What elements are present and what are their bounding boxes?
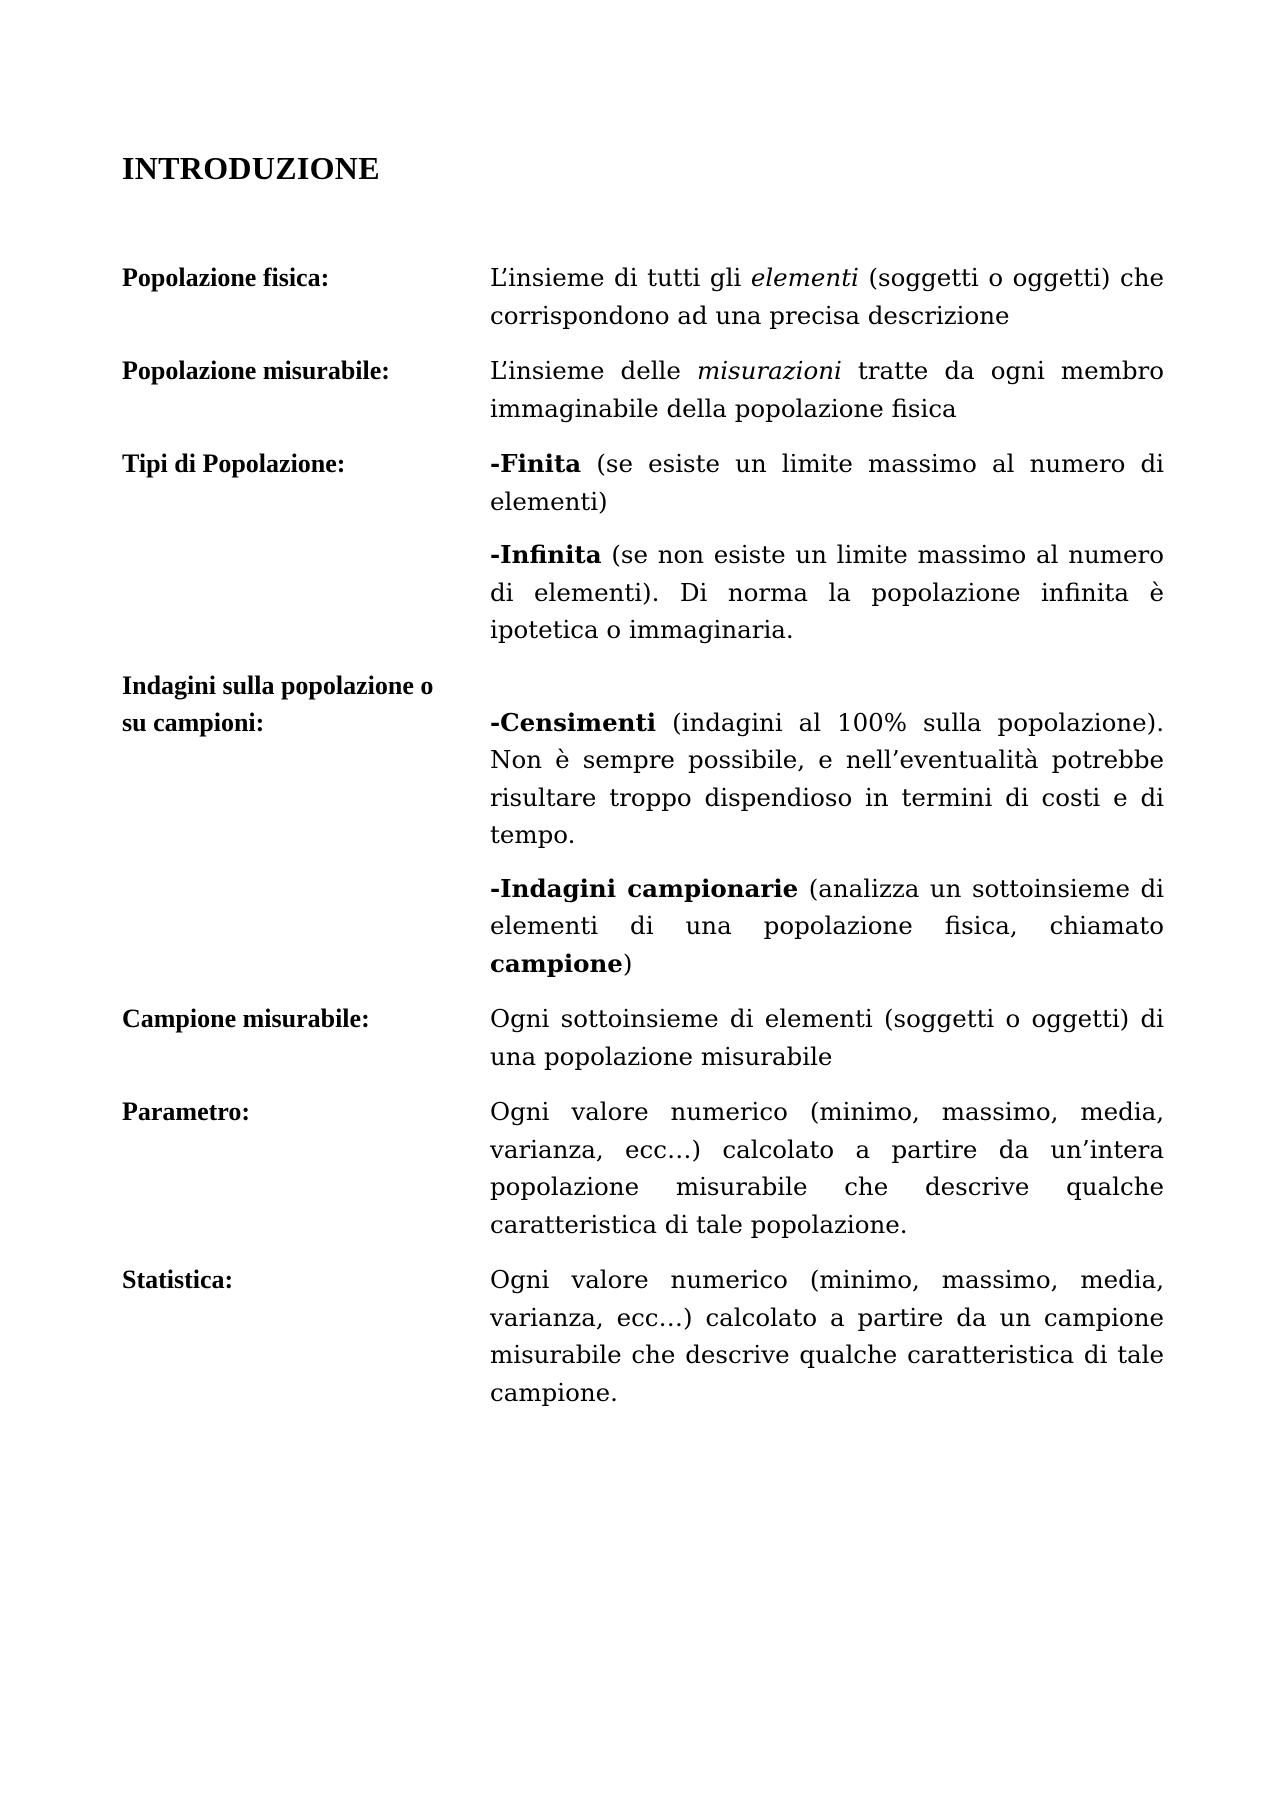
term-label: Statistica: (122, 1265, 234, 1294)
italic-term: elementi (750, 263, 859, 292)
definition-text: -Indagini campionarie (analizza un sottoinsieme di elementi di una popolazione fisica, chiamato campione) (490, 873, 1164, 978)
definition-row-statistica (122, 1261, 1164, 1411)
document-page (122, 150, 1164, 1429)
definition-block (490, 259, 1164, 334)
definition-text: -Censimenti (indagini al 100% sulla popolazione). Non è sempre possibile, e nell’eventualità potrebbe risultare troppo dispendioso in termini di costi e di tempo. (490, 707, 1164, 849)
definition-row-popolazione-misurabile (122, 352, 1164, 427)
definition-block (490, 667, 1164, 983)
term-label: Popolazione misurabile: (122, 356, 390, 385)
definition-block (490, 1000, 1164, 1075)
term-label: Tipi di Popolazione: (122, 449, 346, 478)
definition-block (490, 352, 1164, 427)
term-label: Parametro: (122, 1097, 251, 1126)
definition-text: -Infinita (se non esiste un limite massimo al numero di elementi). Di norma la popolazione infinita è ipotetica o immaginaria. (490, 540, 1164, 644)
italic-term: misurazioni (696, 356, 842, 385)
definition-text: -Finita (se esiste un limite massimo al numero di elementi) (490, 449, 1164, 516)
definition-text: Ogni valore numerico (minimo, massimo, media, varianza, ecc…) calcolato a partire da un campione misurabile che descrive qualche caratteristica di tale campione. (490, 1265, 1164, 1407)
bold-term: campione (490, 948, 623, 978)
bold-term: -Finita (490, 449, 582, 478)
definition-text: L’insieme di tutti gli elementi (soggetti o oggetti) che corrispondono ad una precisa descrizione (490, 263, 1164, 330)
definition-text: L’insieme delle misurazioni tratte da ogni membro immaginabile della popolazione fisica (490, 356, 1165, 423)
definition-block (490, 445, 1164, 649)
definition-row-indagini (122, 667, 1164, 983)
bold-term: -Indagini campionarie (490, 873, 799, 903)
term-label: Campione misurabile: (122, 1004, 370, 1033)
bold-term: -Infinita (490, 540, 602, 569)
definition-row-popolazione-fisica (122, 259, 1164, 334)
term-label: Indagini sulla popolazione o su campioni: (122, 670, 434, 737)
definition-row-parametro (122, 1093, 1164, 1243)
definition-text: Ogni valore numerico (minimo, massimo, media, varianza, ecc…) calcolato a partire da un’intera popolazione misurabile che descrive qualche caratteristica di tale popolazione. (490, 1097, 1164, 1239)
definition-block (490, 1093, 1164, 1243)
definition-block (490, 1261, 1164, 1411)
definition-row-tipi-di-popolazione (122, 445, 1164, 649)
bold-term: -Censimenti (490, 707, 657, 737)
definition-row-campione-misurabile (122, 1000, 1164, 1075)
definition-text: Ogni sottoinsieme di elementi (soggetti o oggetti) di una popolazione misurabile (490, 1004, 1164, 1071)
page-title: INTRODUZIONE (122, 150, 380, 186)
term-label: Popolazione fisica: (122, 263, 330, 292)
